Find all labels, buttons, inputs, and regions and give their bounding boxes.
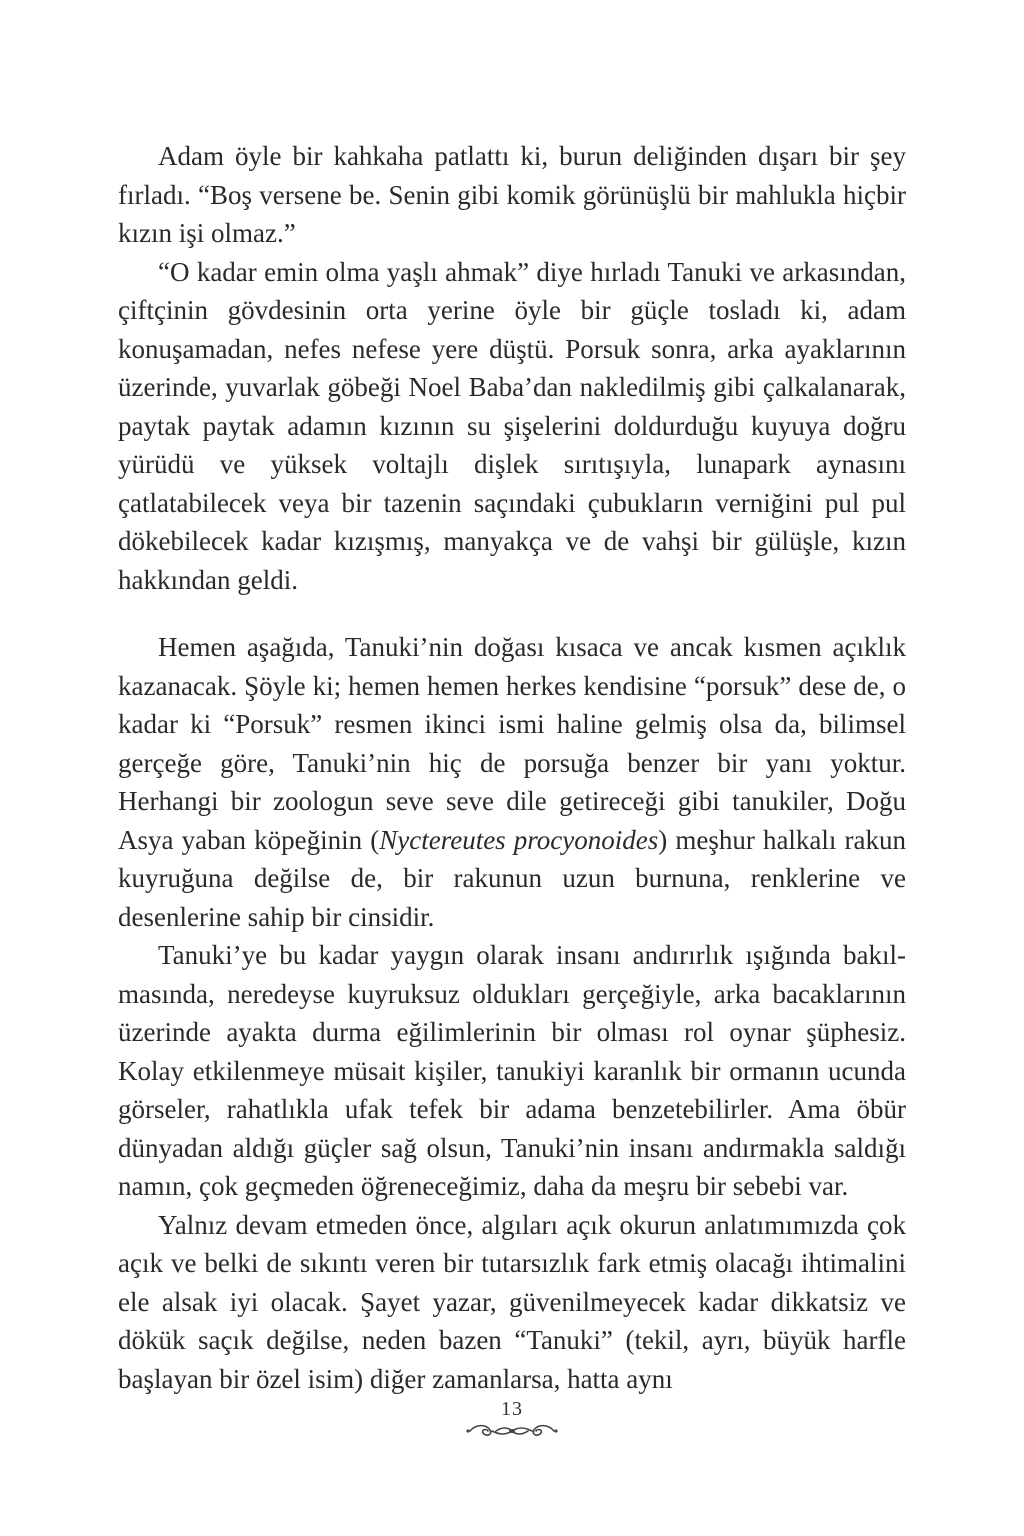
paragraph: Adam öyle bir kahkaha patlattı ki, burun deliğinden dışarı bir şey fırladı. “Boş versene be. Senin gibi komik görünüşlü bir mahlukla hiçbir kızın işi olmaz.” bbox=[118, 141, 906, 248]
species-name: Nyctereutes procyonoides bbox=[379, 824, 659, 855]
paragraph: Tanuki’ye bu kadar yaygın olarak insanı andırırlık ışığında bakılmasında, neredeyse kuyruksuz oldukları gerçeğiyle, arka bacaklarının üzerinde ayakta durma eğilimlerinin bir olması rol oynar şüphesiz. Kolay etkilenmeye müsait kişiler, tanukiyi karanlık bir ormanın ucunda görseler, rahatlıkla ufak tefek bir adama benzetebilirler. Ama öbür dünyadan aldığı güçler sağ olsun, Tanuki’nin insanı andırmakla saldığı namın, çok geçmeden öğreneceğimiz, daha da meşru bir sebebi var. bbox=[118, 940, 906, 1201]
page-number: 13 bbox=[501, 1398, 523, 1420]
story-section bbox=[118, 137, 906, 599]
text-run: ) meşhur halkalı rakun kuyruğuna değilse de, bir rakunun uzun burnuna, renklerine ve desenlerine sahip bir cinsidir. bbox=[118, 824, 906, 932]
commentary-section bbox=[118, 628, 906, 1398]
paragraph: “O kadar emin olma yaşlı ahmak” diye hırladı Tanuki ve arkasından, çiftçinin gövdesinin orta yerine öyle bir güçle tosladı ki, adam konuşamadan, nefes nefese yere düştü. Porsuk sonra, arka ayaklarının üzerinde, yuvarlak göbeği Noel Baba’dan nakledilmiş gibi çalkalanarak, paytak paytak adamın kızının su şişelerini doldurduğu kuyuya doğru yürüdü ve yüksek voltajlı dişlek sırıtışıyla, lunapark aynasını çatlatabilecek veya bir tazenin saçındaki çubukların verniğini pul pul dökebilecek kadar kızışmış, manyakça ve de vahşi bir gülüşle, kızın hakkından geldi. bbox=[118, 256, 906, 595]
text-run: Hemen aşağıda, Tanuki’nin doğası kısaca ve ancak kısmen açıklık kazanacak. Şöyle ki; hemen hemen herkes kendisine “porsuk” dese de, o kadar ki “Porsuk” resmen ikinci ismi haline gelmiş olsa da, bilimsel gerçeğe göre, Tanuki’nin hiç de porsuğa benzer bir yanı yoktur. Herhangi bir zoologun seve seve dile getireceği gibi tanukiler, Doğu Asya yaban köpeğinin ( bbox=[118, 632, 906, 855]
paragraph: Yalnız devam etmeden önce, algıları açık okurun anlatımımızda çok açık ve belki de sıkıntı veren bir tutarsızlık fark etmiş olacağı ihtimalini ele alsak iyi olacak. Şayet yazar, güvenilmeyecek kadar dikkatsiz ve dökük saçık değilse, neden bazen “Tanuki” (tekil, ayrı, büyük harfle başlayan bir özel isim) diğer zamanlarsa, hatta aynı bbox=[118, 1209, 906, 1394]
paragraph bbox=[118, 628, 906, 936]
flourish-ornament-icon bbox=[462, 1422, 562, 1440]
